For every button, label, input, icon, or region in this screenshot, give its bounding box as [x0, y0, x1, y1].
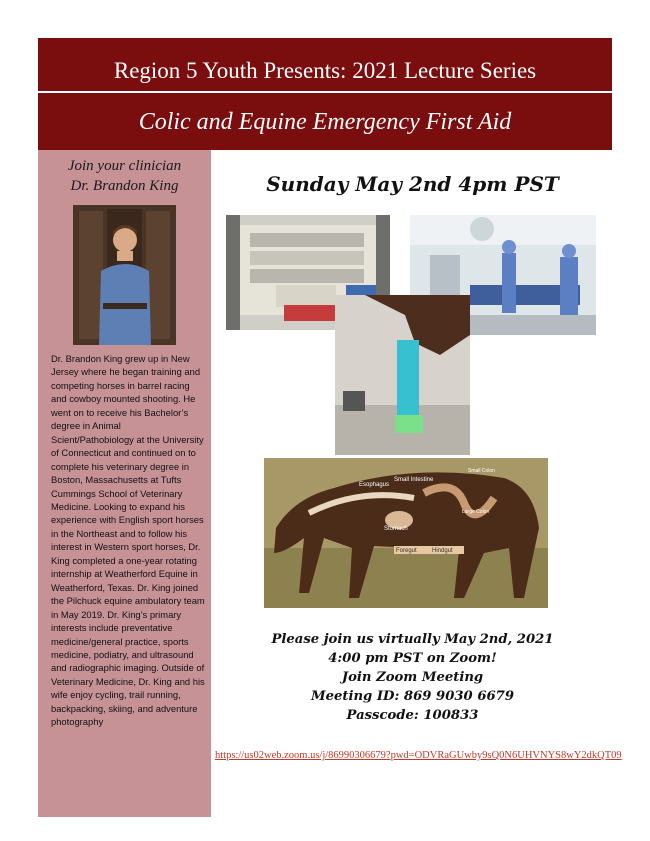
foregut-label: Foregut — [396, 548, 417, 554]
event-info-line1: Please join us virtually May 2nd, 2021 — [271, 632, 554, 647]
clinician-sidebar — [38, 150, 211, 817]
event-info-line2: 4:00 pm PST on Zoom! — [328, 651, 497, 666]
small-intestine-label: Small Intestine — [394, 477, 434, 483]
zoom-link[interactable]: https://us02web.zoom.us/j/86990306679?pwd=ODVRaGUwby9sQ0N6UHVNYS8wY2dkQT09 — [215, 750, 622, 761]
stomach-label: Stomach — [384, 526, 408, 532]
join-clinician-text: Join your clinician — [67, 158, 182, 174]
large-colon-label: Large Colon — [462, 509, 490, 515]
banner-title: Region 5 Youth Presents: 2021 Lecture Series — [113, 58, 537, 83]
clinician-bio: Dr. Brandon King grew up in New Jersey where he began training and competing horses in barrel racing and cowboy mounted shooting. He went on to receive his Bachelor’s degree in Animal Scient/Pathobiology at the University of Connecticut and continued on to complete his veterinary degree in Boston, Massachusetts at Tufts Cummings School of Veterinary Medicine. Looking to expand his experience with English sport horses in the Northeast and to follow his interest in Western sport horses, Dr. King completed a one-year rotating internship at Weatherford Equine in Weatherford, Texas. Dr. King joined the Pilchuck equine ambulatory team in May 2019. Dr. King’s primary interests include preventative medicine/general practice, sports medicine, podiatry, and ultrasound and radiographic imaging. Outside of Veterinary Medicine, Dr. King and his wife enjoy cycling, trail running, backpacking, skiing, and adventure photography — [51, 353, 205, 728]
hindgut-label: Hindgut — [432, 548, 453, 554]
bandaged-leg-photo — [335, 295, 470, 455]
horse-digestive-diagram — [264, 458, 548, 608]
banner-divider — [38, 91, 612, 93]
small-colon-label: Small Colon — [468, 468, 495, 474]
event-info-line3: Join Zoom Meeting — [341, 670, 484, 685]
clinician-portrait-image — [73, 205, 176, 345]
event-date-heading: Sunday May 2nd 4pm PST — [266, 172, 559, 196]
header-banner — [38, 38, 612, 150]
clinician-name: Dr. Brandon King — [70, 178, 179, 194]
esophagus-label: Esophagus — [359, 482, 390, 488]
passcode: Passcode: 100833 — [346, 708, 479, 723]
meeting-id: Meeting ID: 869 9030 6679 — [310, 689, 515, 704]
banner-subtitle: Colic and Equine Emergency First Aid — [138, 109, 512, 135]
